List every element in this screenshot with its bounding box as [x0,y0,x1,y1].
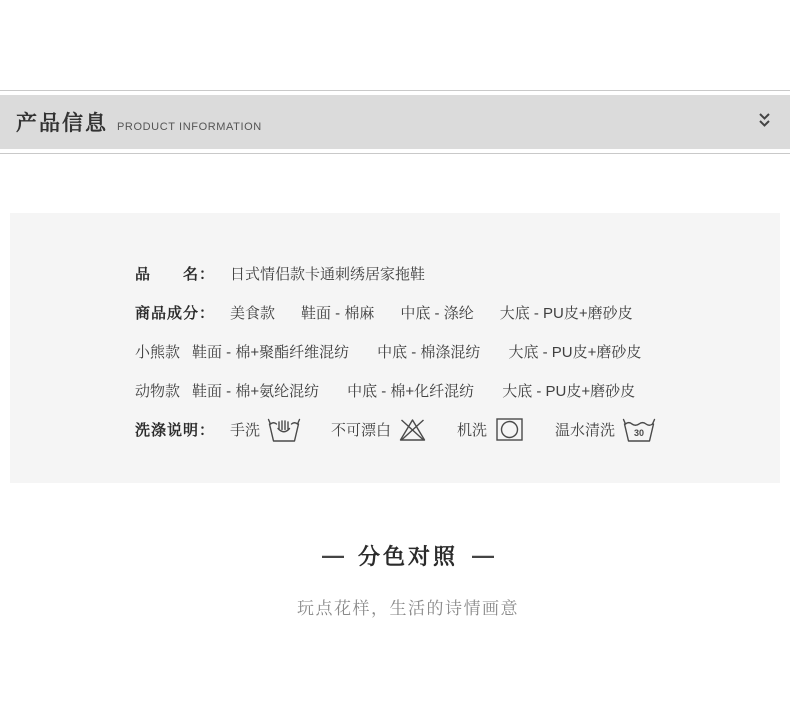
machine-wash-text: 机洗 [457,421,488,439]
midsole-material: 中底 - 棉+化纤混纺 [347,382,475,400]
midsole-material: 中底 - 棉涤混纺 [377,343,481,361]
composition-label: 商品成分： [135,304,216,322]
style-name: 动物款 [135,382,181,400]
product-name-row [135,261,780,285]
washing-label: 洗涤说明： [135,421,216,439]
double-chevron-down-icon[interactable] [757,112,772,134]
outsole-material: 大底 - PU皮+磨砂皮 [502,382,636,400]
heading-dash-right: — [472,542,494,568]
wash-item-hand-wash [230,415,301,444]
hand-wash-icon [267,415,301,444]
hand-wash-text: 手洗 [230,421,261,439]
warm-water-wash-icon [622,415,656,444]
section-title-en: PRODUCT INFORMATION [117,120,262,133]
warm-water-temp: 30 [634,427,645,438]
outsole-material: 大底 - PU皮+磨砂皮 [499,304,633,322]
wash-item-machine-wash [457,416,525,443]
style-name: 美食款 [230,304,276,322]
upper-material: 鞋面 - 棉麻 [301,304,375,322]
warm-water-text: 温水清洗 [555,421,616,439]
section-title-cn: 产品信息 [16,112,108,135]
color-comparison-subtitle: 玩点花样，生活的诗情画意 [297,599,519,618]
product-info-header-bar [0,90,790,154]
do-not-bleach-icon [398,416,427,443]
wash-item-warm-water [555,415,656,444]
color-comparison-heading [0,540,790,571]
style-name: 小熊款 [135,343,181,361]
midsole-material: 中底 - 涤纶 [400,304,474,322]
upper-material: 鞋面 - 棉+聚酯纤维混纺 [192,343,350,361]
machine-wash-icon [494,416,525,443]
do-not-bleach-text: 不可漂白 [331,421,392,439]
heading-dash-left: — [321,542,344,568]
product-name-value: 日式情侣款卡通刺绣居家拖鞋 [230,265,426,283]
composition-row-1 [135,300,780,324]
upper-material: 鞋面 - 棉+氨纶混纺 [192,382,320,400]
washing-instructions-row [135,417,780,441]
composition-row-2 [135,339,780,363]
outsole-material: 大底 - PU皮+磨砂皮 [508,343,642,361]
product-name-label: 品 名： [135,265,216,283]
wash-item-do-not-bleach [331,416,427,443]
product-info-box [10,213,780,483]
composition-row-3 [135,378,780,402]
module-header [0,95,790,149]
heading-title: 分色对照 [357,544,458,569]
